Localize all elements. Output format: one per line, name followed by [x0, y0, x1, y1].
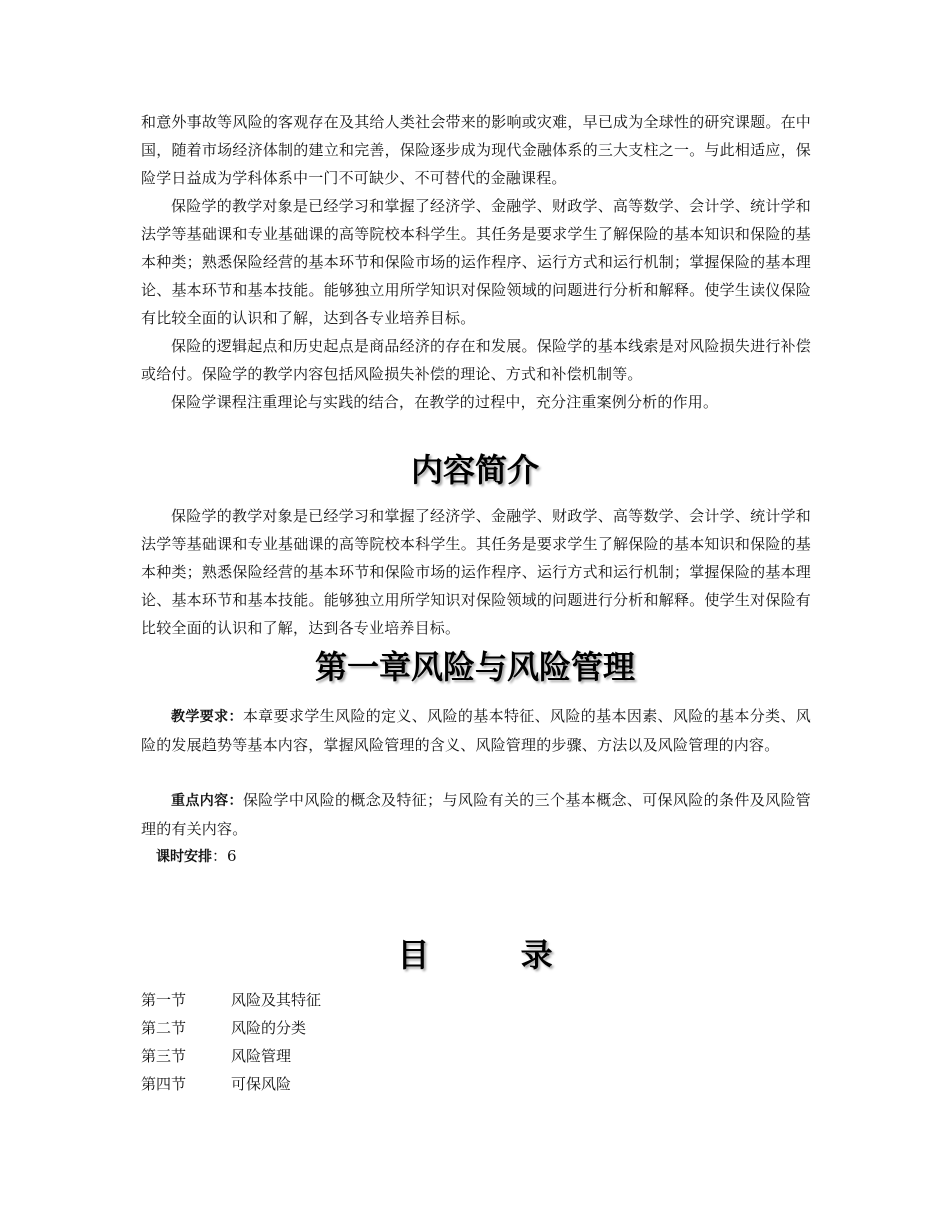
toc-item-number: 第二节 [141, 1019, 187, 1037]
key-content-text: 保险学中风险的概念及特征；与风险有关的三个基本概念、可保风险的条件及风险管理的有关内容。 [141, 791, 812, 838]
intro-heading: 内容简介 [410, 451, 539, 489]
toc-item[interactable] [141, 1014, 306, 1042]
toc-item-title: 风险管理 [231, 1047, 292, 1065]
toc-item-number: 第一节 [141, 991, 187, 1009]
paragraph-2: 保险学的教学对象是已经学习和掌握了经济学、金融学、财政学、高等数学、会计学、统计学和法学等基础课和专业基础课的高等院校本科学生。其任务是要求学生了解保险的基本知识和保险的基本种类；熟悉保险经营的基本环节和保险市场的运作程序、运行方式和运行机制；掌握保险的基本理论、基本环节和基本技能。能够独立用所学知识对保险领域的问题进行分析和解释。使学生读仪保险有比较全面的认识和了解，达到各专业培养目标。 [141, 197, 811, 327]
paragraph-4: 保险学课程注重理论与实践的结合，在教学的过程中，充分注重案例分析的作用。 [171, 393, 719, 411]
toc-item-title: 风险的分类 [231, 1019, 307, 1037]
key-content [141, 786, 811, 843]
chapter-heading: 第一章风险与风险管理 [314, 648, 635, 686]
toc-item-title: 可保风险 [231, 1075, 292, 1093]
teaching-requirements [141, 702, 811, 759]
key-content-label: 重点内容： [171, 793, 243, 809]
class-hours-separator: ： [212, 847, 228, 865]
toc-heading: 目 录 [397, 936, 553, 974]
class-hours [156, 842, 237, 871]
toc-item[interactable] [141, 1070, 291, 1098]
teaching-requirements-label: 教学要求： [171, 709, 243, 725]
paragraph-1: 和意外事故等风险的客观存在及其给人类社会带来的影响或灾难，早已成为全球性的研究课题。在中国，随着市场经济体制的建立和完善，保险逐步成为现代金融体系的三大支柱之一。与此相适应，保险学日益成为学科体系中一门不可缺少、不可替代的金融课程。 [141, 113, 811, 187]
teaching-requirements-text: 本章要求学生风险的定义、风险的基本特征、风险的基本因素、风险的基本分类、风险的发展趋势等基本内容，掌握风险管理的含义、风险管理的步骤、方法以及风险管理的内容。 [141, 707, 812, 754]
toc-item[interactable] [141, 1042, 291, 1070]
toc-item[interactable] [141, 986, 321, 1014]
toc-item-title: 风险及其特征 [231, 991, 322, 1009]
paragraph-3: 保险的逻辑起点和历史起点是商品经济的存在和发展。保险学的基本线索是对风险损失进行补偿或给付。保险学的教学内容包括风险损失补偿的理论、方式和补偿机制等。 [141, 337, 811, 383]
class-hours-label: 课时安排 [156, 849, 212, 865]
toc-item-number: 第四节 [141, 1075, 187, 1093]
intro-paragraph: 保险学的教学对象是已经学习和掌握了经济学、金融学、财政学、高等数学、会计学、统计学和法学等基础课和专业基础课的高等院校本科学生。其任务是要求学生了解保险的基本知识和保险的基本种类；熟悉保险经营的基本环节和保险市场的运作程序、运行方式和运行机制；掌握保险的基本理论、基本环节和基本技能。能够独立用所学知识对保险领域的问题进行分析和解释。使学生对保险有比较全面的认识和了解，达到各专业培养目标。 [141, 507, 811, 637]
class-hours-value: 6 [227, 847, 237, 865]
toc-item-number: 第三节 [141, 1047, 187, 1065]
